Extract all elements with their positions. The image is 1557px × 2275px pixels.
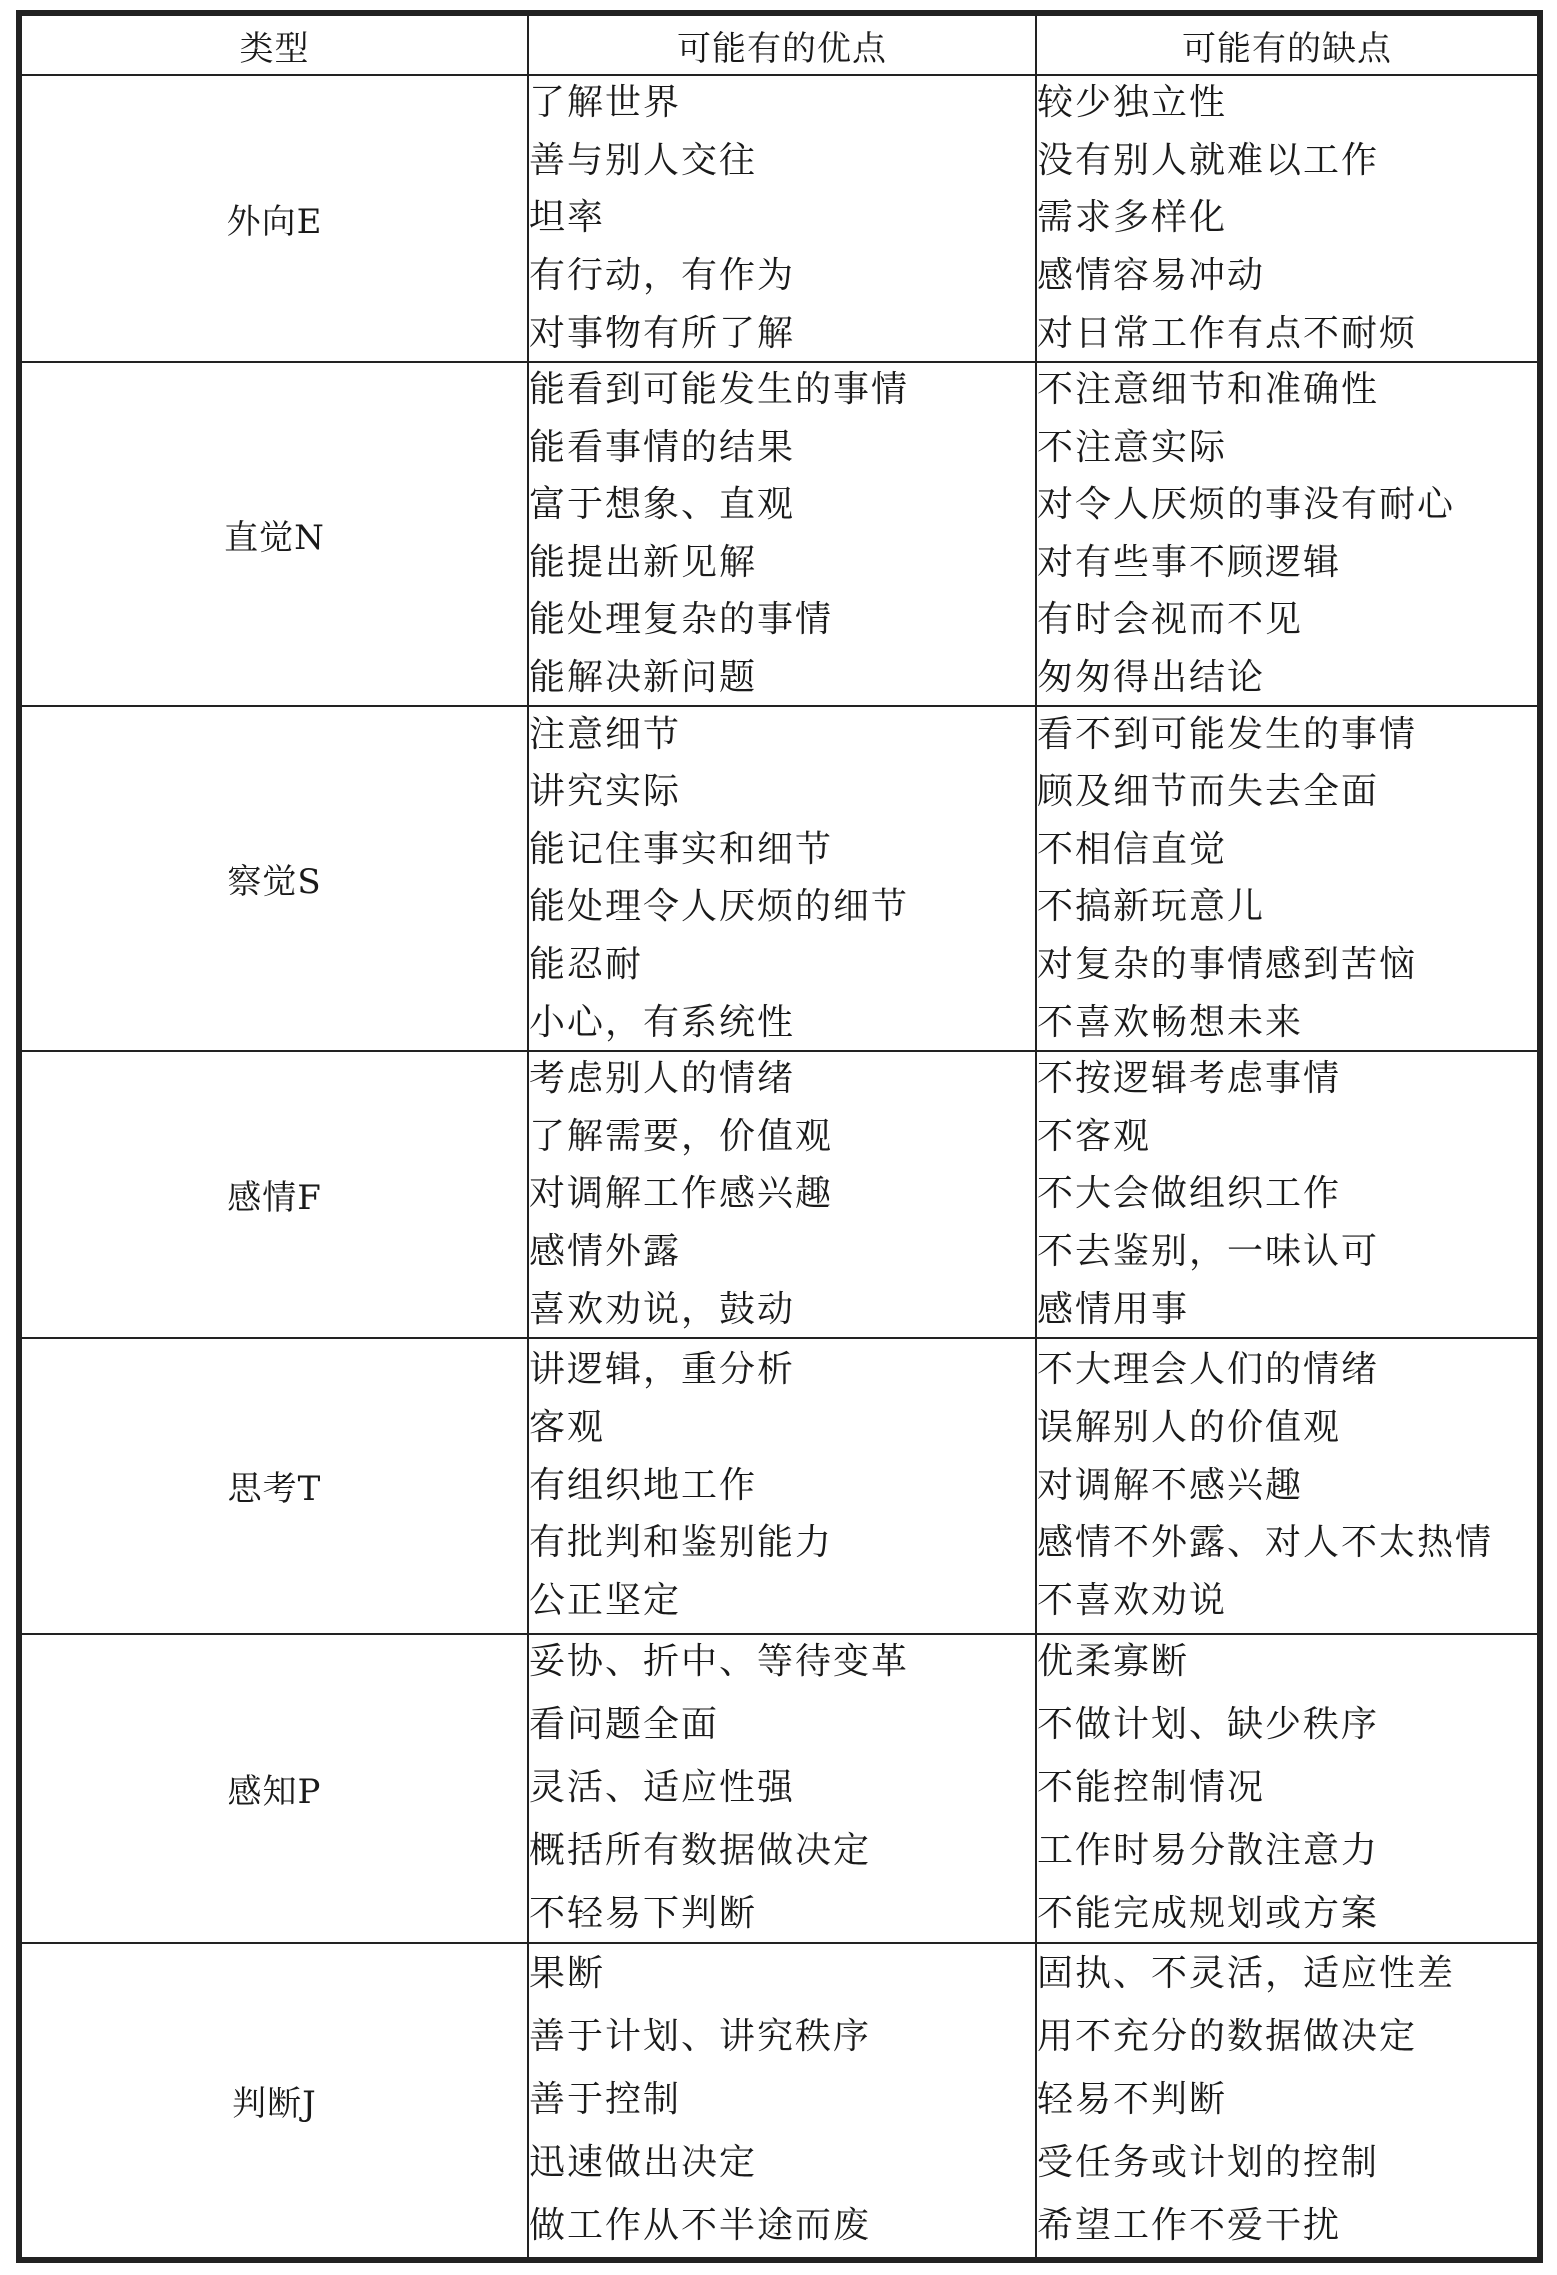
pro-item: 讲逻辑，重分析 — [529, 1350, 796, 1391]
pro-item: 善于控制 — [529, 2080, 682, 2121]
table-row — [21, 362, 1538, 707]
cons-cell — [1036, 1634, 1538, 1943]
cons-cell — [1036, 362, 1538, 707]
pro-item: 小心，有系统性 — [529, 1002, 796, 1043]
con-item: 对令人厌烦的事没有耐心 — [1037, 485, 1456, 526]
pro-item: 注意细节 — [529, 714, 682, 755]
con-item: 不喜欢劝说 — [1037, 1580, 1228, 1621]
pros-cell — [528, 362, 1036, 707]
header-cons: 可能有的缺点 — [1036, 15, 1538, 75]
table-row — [21, 706, 1538, 1051]
table-row — [21, 1338, 1538, 1634]
con-item: 不搞新玩意儿 — [1037, 887, 1266, 928]
con-item: 不能完成规划或方案 — [1037, 1894, 1380, 1935]
pro-item: 坦率 — [529, 198, 606, 239]
pros-cell — [528, 1634, 1036, 1943]
table-row — [21, 75, 1538, 362]
pros-cell — [528, 75, 1036, 362]
con-item: 不做计划、缺少秩序 — [1037, 1705, 1380, 1746]
con-item: 工作时易分散注意力 — [1037, 1831, 1380, 1872]
con-item: 看不到可能发生的事情 — [1037, 714, 1418, 755]
pro-item: 能处理复杂的事情 — [529, 600, 834, 641]
con-item: 误解别人的价值观 — [1037, 1408, 1342, 1449]
pro-item: 看问题全面 — [529, 1705, 720, 1746]
con-item: 轻易不判断 — [1037, 2080, 1228, 2121]
pro-item: 能处理令人厌烦的细节 — [529, 887, 910, 928]
cons-cell — [1036, 706, 1538, 1051]
pro-item: 善与别人交往 — [529, 140, 758, 181]
type-cell: 直觉N — [21, 362, 528, 707]
pro-item: 能忍耐 — [529, 945, 644, 986]
pro-item: 果断 — [529, 1954, 606, 1995]
header-type: 类型 — [21, 15, 528, 75]
pro-item: 概括所有数据做决定 — [529, 1831, 872, 1872]
pros-cell — [528, 1051, 1036, 1338]
pros-cell — [528, 706, 1036, 1051]
pros-cell — [528, 1338, 1036, 1634]
pro-item: 灵活、适应性强 — [529, 1768, 796, 1809]
con-item: 感情不外露、对人不太热情 — [1037, 1523, 1494, 1564]
pro-item: 有组织地工作 — [529, 1465, 758, 1506]
type-cell: 思考T — [21, 1338, 528, 1634]
con-item: 优柔寡断 — [1037, 1642, 1190, 1683]
pro-item: 做工作从不半途而废 — [529, 2206, 872, 2247]
pro-item: 了解世界 — [529, 83, 682, 124]
table-body — [21, 75, 1538, 2258]
pro-item: 对事物有所了解 — [529, 313, 796, 354]
con-item: 顾及细节而失去全面 — [1037, 772, 1380, 813]
con-item: 不相信直觉 — [1037, 829, 1228, 870]
con-item: 受任务或计划的控制 — [1037, 2143, 1380, 2184]
pro-item: 有行动，有作为 — [529, 255, 796, 296]
table-header-row — [21, 15, 1538, 75]
type-cell: 感情F — [21, 1051, 528, 1338]
type-cell: 感知P — [21, 1634, 528, 1943]
con-item: 感情容易冲动 — [1037, 255, 1266, 296]
cons-cell — [1036, 1051, 1538, 1338]
pro-item: 考虑别人的情绪 — [529, 1059, 796, 1100]
con-item: 感情用事 — [1037, 1289, 1190, 1330]
pro-item: 不轻易下判断 — [529, 1894, 758, 1935]
type-cell: 察觉S — [21, 706, 528, 1051]
header-pros: 可能有的优点 — [528, 15, 1036, 75]
pro-item: 感情外露 — [529, 1231, 682, 1272]
con-item: 不注意实际 — [1037, 427, 1228, 468]
con-item: 没有别人就难以工作 — [1037, 140, 1380, 181]
con-item: 不能控制情况 — [1037, 1768, 1266, 1809]
table-row — [21, 1943, 1538, 2258]
pro-item: 喜欢劝说，鼓动 — [529, 1289, 796, 1330]
pro-item: 公正坚定 — [529, 1580, 682, 1621]
pro-item: 客观 — [529, 1408, 606, 1449]
cons-cell — [1036, 1338, 1538, 1634]
pro-item: 能提出新见解 — [529, 542, 758, 583]
pro-item: 妥协、折中、等待变革 — [529, 1642, 910, 1683]
con-item: 有时会视而不见 — [1037, 600, 1304, 641]
type-cell: 判断J — [21, 1943, 528, 2258]
con-item: 对日常工作有点不耐烦 — [1037, 313, 1418, 354]
con-item: 对复杂的事情感到苦恼 — [1037, 945, 1418, 986]
pro-item: 能看到可能发生的事情 — [529, 370, 910, 411]
cons-cell — [1036, 75, 1538, 362]
table-row — [21, 1051, 1538, 1338]
con-item: 不大会做组织工作 — [1037, 1174, 1342, 1215]
con-item: 不注意细节和准确性 — [1037, 370, 1380, 411]
personality-type-table — [20, 14, 1539, 2259]
document-page — [16, 10, 1543, 2263]
con-item: 对有些事不顾逻辑 — [1037, 542, 1342, 583]
pro-item: 迅速做出决定 — [529, 2143, 758, 2184]
con-item: 不喜欢畅想未来 — [1037, 1002, 1304, 1043]
con-item: 不客观 — [1037, 1116, 1152, 1157]
pro-item: 能记住事实和细节 — [529, 829, 834, 870]
pro-item: 讲究实际 — [529, 772, 682, 813]
type-cell: 外向E — [21, 75, 528, 362]
con-item: 不去鉴别，一味认可 — [1037, 1231, 1380, 1272]
pro-item: 了解需要，价值观 — [529, 1116, 834, 1157]
pro-item: 能解决新问题 — [529, 658, 758, 699]
con-item: 固执、不灵活，适应性差 — [1037, 1954, 1456, 1995]
table-row — [21, 1634, 1538, 1943]
con-item: 用不充分的数据做决定 — [1037, 2017, 1418, 2058]
pros-cell — [528, 1943, 1036, 2258]
pro-item: 富于想象、直观 — [529, 485, 796, 526]
con-item: 匆匆得出结论 — [1037, 658, 1266, 699]
pro-item: 能看事情的结果 — [529, 427, 796, 468]
con-item: 不按逻辑考虑事情 — [1037, 1059, 1342, 1100]
con-item: 对调解不感兴趣 — [1037, 1465, 1304, 1506]
pro-item: 有批判和鉴别能力 — [529, 1523, 834, 1564]
pro-item: 对调解工作感兴趣 — [529, 1174, 834, 1215]
cons-cell — [1036, 1943, 1538, 2258]
con-item: 较少独立性 — [1037, 83, 1228, 124]
con-item: 不大理会人们的情绪 — [1037, 1350, 1380, 1391]
con-item: 希望工作不爱干扰 — [1037, 2206, 1342, 2247]
con-item: 需求多样化 — [1037, 198, 1228, 239]
pro-item: 善于计划、讲究秩序 — [529, 2017, 872, 2058]
